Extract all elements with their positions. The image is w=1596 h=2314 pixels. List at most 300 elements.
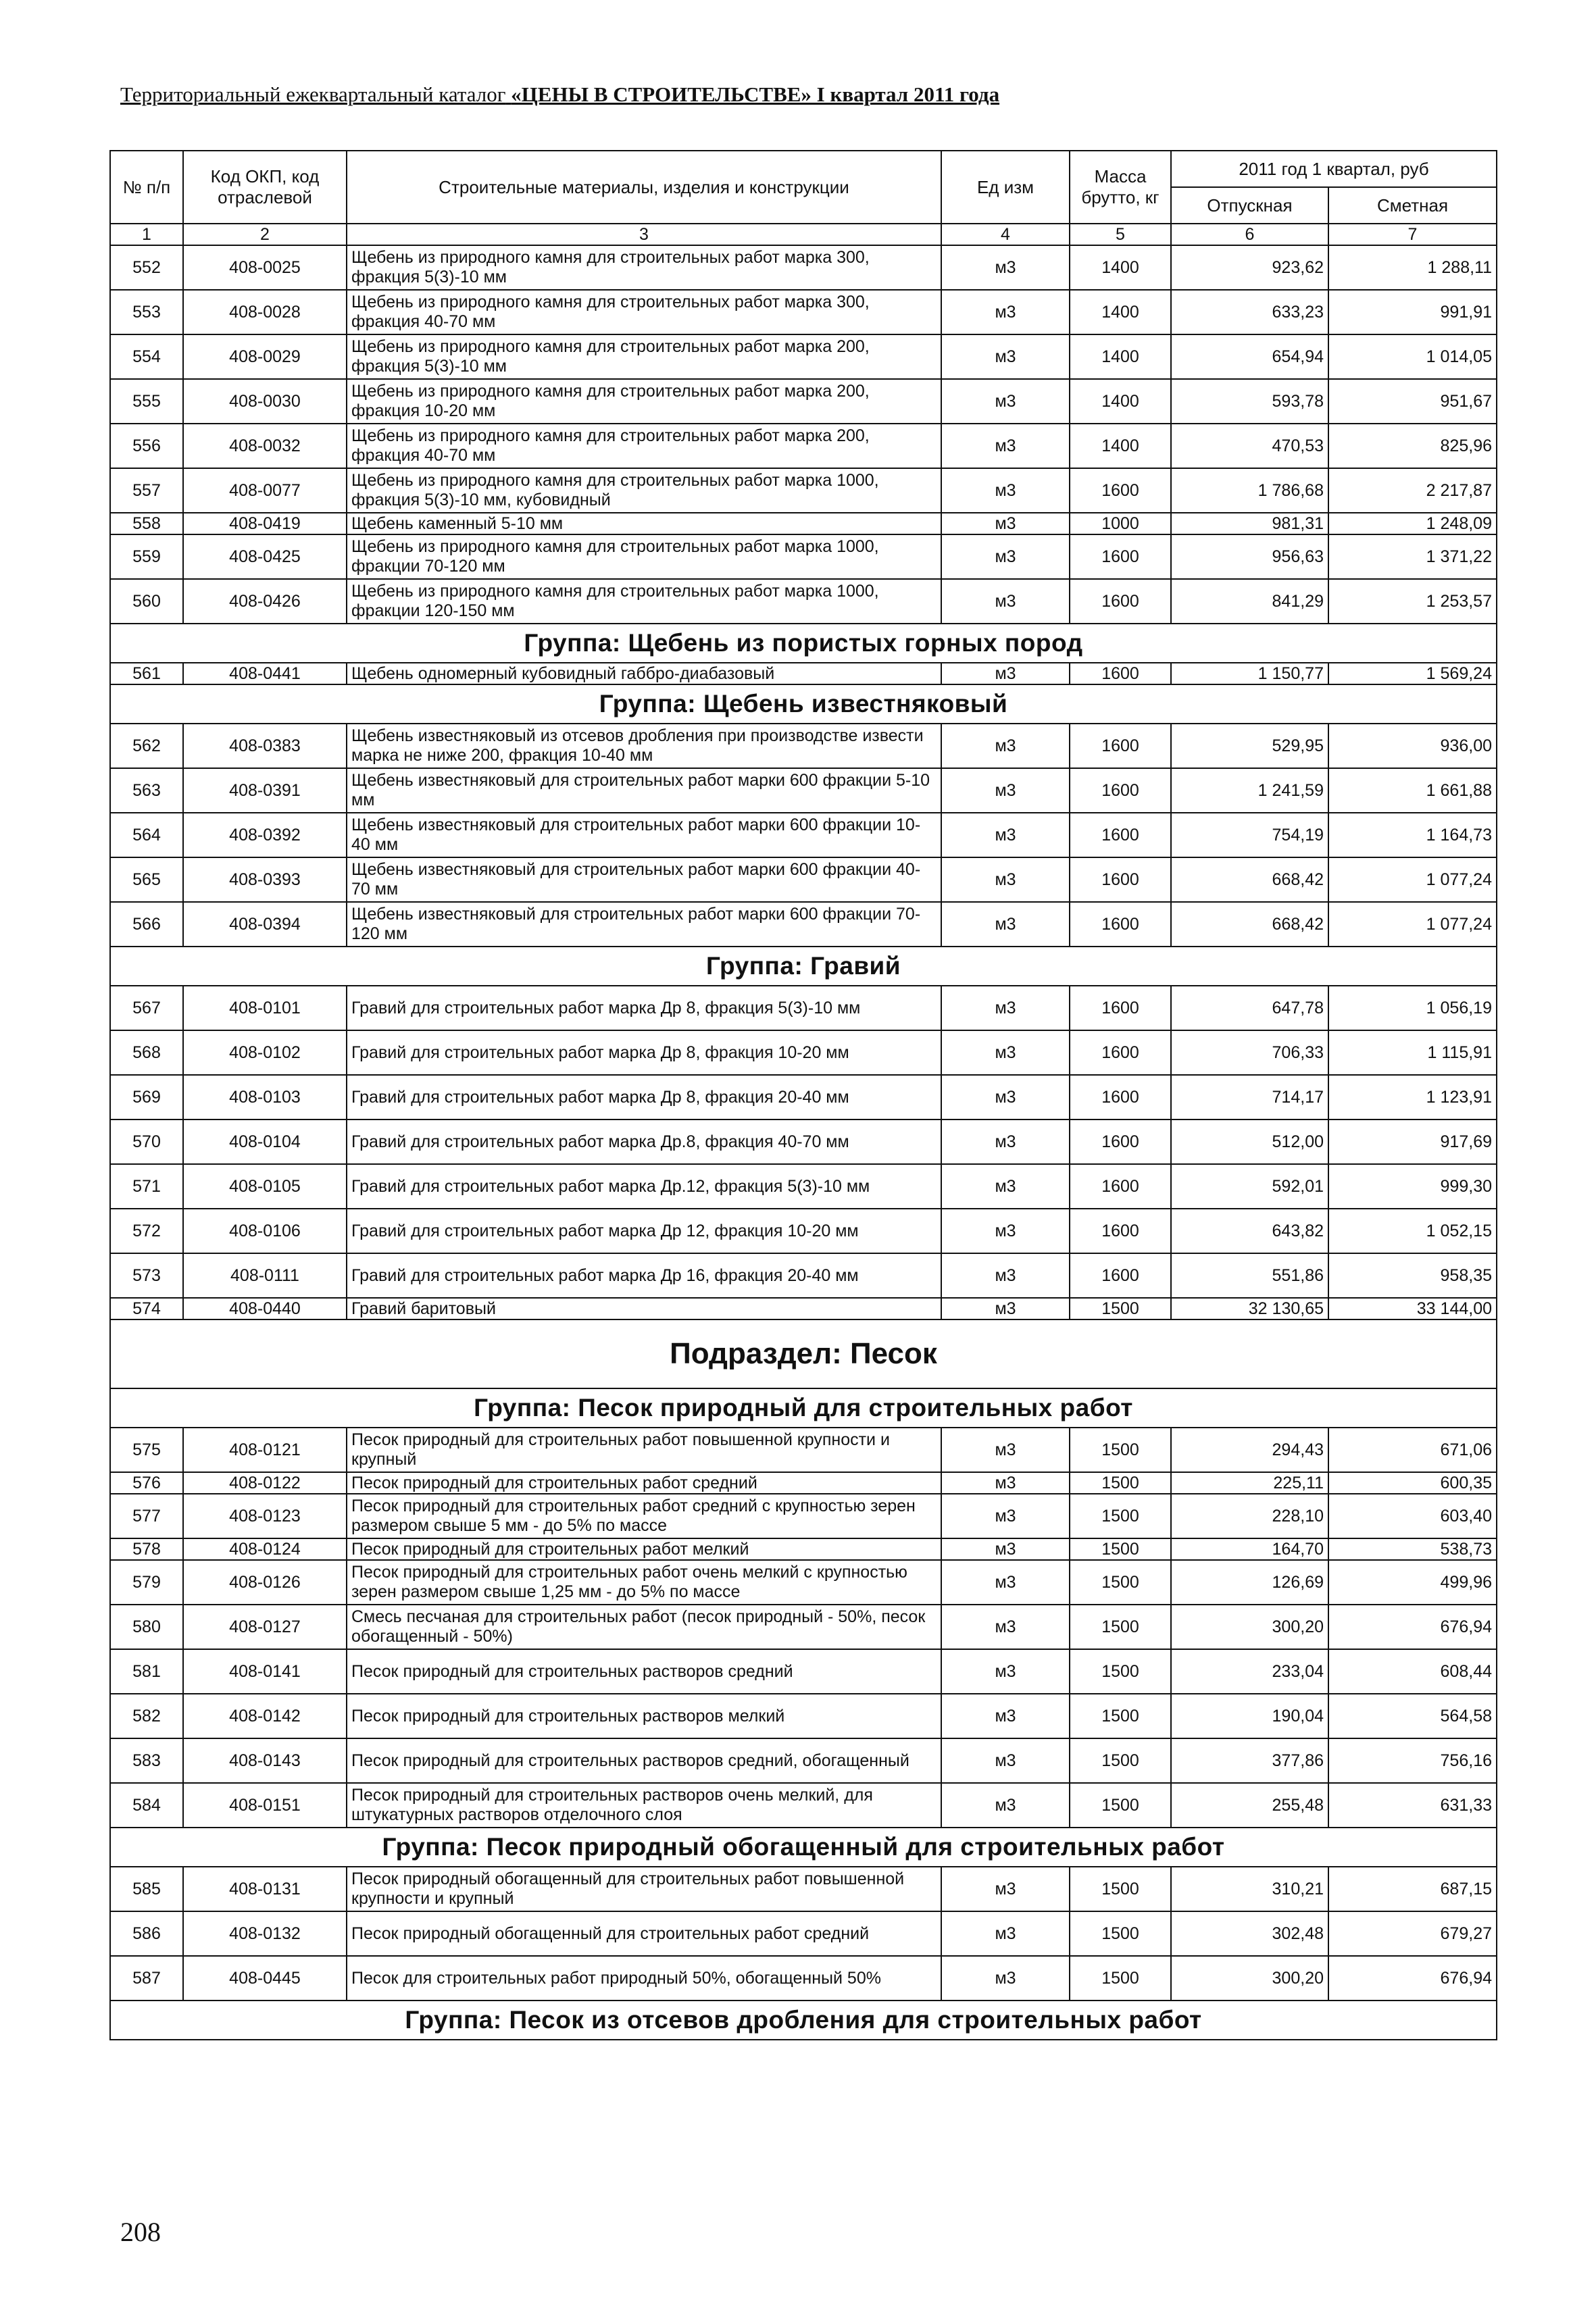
table-row <box>110 1075 1497 1120</box>
gross-mass: 1500 <box>1070 1649 1171 1694</box>
release-price: 668,42 <box>1171 857 1328 902</box>
release-price: 633,23 <box>1171 290 1328 334</box>
okp-code: 408-0105 <box>183 1164 347 1209</box>
release-price: 310,21 <box>1171 1867 1328 1911</box>
table-row <box>110 857 1497 902</box>
row-number: 585 <box>110 1867 183 1911</box>
table-row <box>110 1694 1497 1738</box>
material-name: Песок для строительных работ природный 50%, обогащенный 50% <box>347 1956 941 2001</box>
catalog-title: «ЦЕНЫ В СТРОИТЕЛЬСТВЕ» I квартал 2011 года <box>511 82 1000 106</box>
gross-mass: 1600 <box>1070 902 1171 947</box>
unit-of-measure: м3 <box>941 1494 1070 1538</box>
material-name: Щебень известняковый из отсевов дробления при производстве извести марка не ниже 200, фракция 10-40 мм <box>347 724 941 768</box>
table-row <box>110 1649 1497 1694</box>
table-row <box>110 513 1497 534</box>
okp-code: 408-0032 <box>183 424 347 468</box>
estimate-price: 999,30 <box>1328 1164 1497 1209</box>
unit-of-measure: м3 <box>941 245 1070 290</box>
unit-of-measure: м3 <box>941 1649 1070 1694</box>
material-name: Щебень из природного камня для строительных работ марка 300, фракция 40-70 мм <box>347 290 941 334</box>
column-number: 1 <box>110 224 183 245</box>
okp-code: 408-0025 <box>183 245 347 290</box>
table-row <box>110 724 1497 768</box>
material-name: Щебень одномерный кубовидный габбро-диабазовый <box>347 663 941 684</box>
estimate-price: 603,40 <box>1328 1494 1497 1538</box>
gross-mass: 1500 <box>1070 1694 1171 1738</box>
row-number: 559 <box>110 534 183 579</box>
column-number: 4 <box>941 224 1070 245</box>
row-number: 558 <box>110 513 183 534</box>
table-row <box>110 1956 1497 2001</box>
okp-code: 408-0151 <box>183 1783 347 1828</box>
estimate-price: 499,96 <box>1328 1560 1497 1605</box>
material-name: Гравий баритовый <box>347 1298 941 1319</box>
release-price: 714,17 <box>1171 1075 1328 1120</box>
okp-code: 408-0121 <box>183 1428 347 1472</box>
material-name: Щебень из природного камня для строительных работ марка 300, фракция 5(3)-10 мм <box>347 245 941 290</box>
okp-code: 408-0126 <box>183 1560 347 1605</box>
row-number: 582 <box>110 1694 183 1738</box>
estimate-price: 991,91 <box>1328 290 1497 334</box>
gross-mass: 1500 <box>1070 1783 1171 1828</box>
group-title: Группа: Песок из отсевов дробления для строительных работ <box>110 2001 1497 2040</box>
page-header <box>120 82 1201 107</box>
okp-code: 408-0124 <box>183 1538 347 1560</box>
okp-code: 408-0101 <box>183 986 347 1030</box>
material-name: Щебень из природного камня для строительных работ марка 200, фракция 5(3)-10 мм <box>347 334 941 379</box>
release-price: 643,82 <box>1171 1209 1328 1253</box>
gross-mass: 1600 <box>1070 813 1171 857</box>
row-number: 552 <box>110 245 183 290</box>
material-name: Щебень из природного камня для строительных работ марка 1000, фракции 120-150 мм <box>347 579 941 624</box>
gross-mass: 1500 <box>1070 1298 1171 1319</box>
okp-code: 408-0111 <box>183 1253 347 1298</box>
gross-mass: 1500 <box>1070 1956 1171 2001</box>
row-number: 571 <box>110 1164 183 1209</box>
estimate-price: 1 077,24 <box>1328 857 1497 902</box>
material-name: Песок природный для строительных работ очень мелкий с крупностью зерен размером свыше 1,25 мм - до 5% по массе <box>347 1560 941 1605</box>
okp-code: 408-0445 <box>183 1956 347 2001</box>
material-name: Гравий для строительных работ марка Др 8, фракция 20-40 мм <box>347 1075 941 1120</box>
release-price: 981,31 <box>1171 513 1328 534</box>
row-number: 555 <box>110 379 183 424</box>
okp-code: 408-0131 <box>183 1867 347 1911</box>
release-price: 1 241,59 <box>1171 768 1328 813</box>
okp-code: 408-0028 <box>183 290 347 334</box>
gross-mass: 1500 <box>1070 1911 1171 1956</box>
gross-mass: 1500 <box>1070 1538 1171 1560</box>
okp-code: 408-0141 <box>183 1649 347 1694</box>
unit-of-measure: м3 <box>941 1472 1070 1494</box>
okp-code: 408-0030 <box>183 379 347 424</box>
okp-code: 408-0029 <box>183 334 347 379</box>
okp-code: 408-0393 <box>183 857 347 902</box>
material-name: Песок природный для строительных работ повышенной крупности и крупный <box>347 1428 941 1472</box>
estimate-price: 1 052,15 <box>1328 1209 1497 1253</box>
unit-of-measure: м3 <box>941 986 1070 1030</box>
estimate-price: 631,33 <box>1328 1783 1497 1828</box>
page-number: 208 <box>120 2217 161 2247</box>
table-row <box>110 768 1497 813</box>
gross-mass: 1500 <box>1070 1494 1171 1538</box>
table-row <box>110 1560 1497 1605</box>
release-price: 593,78 <box>1171 379 1328 424</box>
subsection-title: Подраздел: Песок <box>110 1319 1497 1388</box>
row-number: 557 <box>110 468 183 513</box>
material-name: Щебень из природного камня для строительных работ марка 200, фракция 40-70 мм <box>347 424 941 468</box>
row-number: 576 <box>110 1472 183 1494</box>
material-name: Песок природный для строительных работ средний <box>347 1472 941 1494</box>
unit-of-measure: м3 <box>941 513 1070 534</box>
material-name: Гравий для строительных работ марка Др 8, фракция 10-20 мм <box>347 1030 941 1075</box>
row-number: 556 <box>110 424 183 468</box>
column-number: 5 <box>1070 224 1171 245</box>
column-number: 2 <box>183 224 347 245</box>
gross-mass: 1400 <box>1070 245 1171 290</box>
column-number: 7 <box>1328 224 1497 245</box>
row-number: 574 <box>110 1298 183 1319</box>
estimate-price: 538,73 <box>1328 1538 1497 1560</box>
row-number: 565 <box>110 857 183 902</box>
subsection-row <box>110 1319 1497 1388</box>
okp-code: 408-0142 <box>183 1694 347 1738</box>
estimate-price: 1 371,22 <box>1328 534 1497 579</box>
gross-mass: 1600 <box>1070 857 1171 902</box>
material-name: Гравий для строительных работ марка Др.12, фракция 5(3)-10 мм <box>347 1164 941 1209</box>
gross-mass: 1500 <box>1070 1560 1171 1605</box>
unit-of-measure: м3 <box>941 379 1070 424</box>
estimate-price: 1 164,73 <box>1328 813 1497 857</box>
release-price: 470,53 <box>1171 424 1328 468</box>
okp-code: 408-0440 <box>183 1298 347 1319</box>
col-header-unit: Ед изм <box>941 151 1070 224</box>
unit-of-measure: м3 <box>941 334 1070 379</box>
unit-of-measure: м3 <box>941 1694 1070 1738</box>
material-name: Щебень известняковый для строительных работ марки 600 фракции 5-10 мм <box>347 768 941 813</box>
estimate-price: 951,67 <box>1328 379 1497 424</box>
release-price: 32 130,65 <box>1171 1298 1328 1319</box>
gross-mass: 1500 <box>1070 1472 1171 1494</box>
okp-code: 408-0077 <box>183 468 347 513</box>
group-row <box>110 2001 1497 2040</box>
okp-code: 408-0425 <box>183 534 347 579</box>
material-name: Песок природный обогащенный для строительных работ средний <box>347 1911 941 1956</box>
material-name: Гравий для строительных работ марка Др.8, фракция 40-70 мм <box>347 1120 941 1164</box>
table-row <box>110 1120 1497 1164</box>
row-number: 584 <box>110 1783 183 1828</box>
row-number: 567 <box>110 986 183 1030</box>
row-number: 554 <box>110 334 183 379</box>
gross-mass: 1500 <box>1070 1428 1171 1472</box>
release-price: 529,95 <box>1171 724 1328 768</box>
unit-of-measure: м3 <box>941 724 1070 768</box>
unit-of-measure: м3 <box>941 663 1070 684</box>
okp-code: 408-0391 <box>183 768 347 813</box>
col-header-estimate-price: Сметная <box>1328 187 1497 224</box>
gross-mass: 1400 <box>1070 334 1171 379</box>
material-name: Щебень из природного камня для строительных работ марка 1000, фракции 70-120 мм <box>347 534 941 579</box>
gross-mass: 1600 <box>1070 1164 1171 1209</box>
unit-of-measure: м3 <box>941 1911 1070 1956</box>
row-number: 575 <box>110 1428 183 1472</box>
estimate-price: 1 123,91 <box>1328 1075 1497 1120</box>
table-row <box>110 986 1497 1030</box>
estimate-price: 1 288,11 <box>1328 245 1497 290</box>
estimate-price: 608,44 <box>1328 1649 1497 1694</box>
release-price: 754,19 <box>1171 813 1328 857</box>
row-number: 560 <box>110 579 183 624</box>
gross-mass: 1400 <box>1070 424 1171 468</box>
okp-code: 408-0394 <box>183 902 347 947</box>
row-number: 587 <box>110 1956 183 2001</box>
release-price: 302,48 <box>1171 1911 1328 1956</box>
row-number: 553 <box>110 290 183 334</box>
gross-mass: 1600 <box>1070 579 1171 624</box>
release-price: 647,78 <box>1171 986 1328 1030</box>
okp-code: 408-0123 <box>183 1494 347 1538</box>
gross-mass: 1600 <box>1070 768 1171 813</box>
unit-of-measure: м3 <box>941 857 1070 902</box>
estimate-price: 958,35 <box>1328 1253 1497 1298</box>
row-number: 569 <box>110 1075 183 1120</box>
okp-code: 408-0143 <box>183 1738 347 1783</box>
okp-code: 408-0103 <box>183 1075 347 1120</box>
unit-of-measure: м3 <box>941 579 1070 624</box>
material-name: Песок природный для строительных растворов мелкий <box>347 1694 941 1738</box>
table-row <box>110 1494 1497 1538</box>
release-price: 551,86 <box>1171 1253 1328 1298</box>
unit-of-measure: м3 <box>941 1075 1070 1120</box>
release-price: 956,63 <box>1171 534 1328 579</box>
row-number: 573 <box>110 1253 183 1298</box>
unit-of-measure: м3 <box>941 1956 1070 2001</box>
okp-code: 408-0392 <box>183 813 347 857</box>
price-table <box>109 150 1497 2040</box>
estimate-price: 1 661,88 <box>1328 768 1497 813</box>
table-row <box>110 424 1497 468</box>
table-row <box>110 1472 1497 1494</box>
okp-code: 408-0127 <box>183 1605 347 1649</box>
group-title: Группа: Песок природный для строительных работ <box>110 1388 1497 1428</box>
row-number: 583 <box>110 1738 183 1783</box>
row-number: 579 <box>110 1560 183 1605</box>
estimate-price: 2 217,87 <box>1328 468 1497 513</box>
table-row <box>110 468 1497 513</box>
gross-mass: 1000 <box>1070 513 1171 534</box>
row-number: 572 <box>110 1209 183 1253</box>
table-row <box>110 1911 1497 1956</box>
estimate-price: 679,27 <box>1328 1911 1497 1956</box>
estimate-price: 33 144,00 <box>1328 1298 1497 1319</box>
table-row <box>110 334 1497 379</box>
col-header-num: № п/п <box>110 151 183 224</box>
material-name: Песок природный для строительных растворов средний, обогащенный <box>347 1738 941 1783</box>
gross-mass: 1500 <box>1070 1605 1171 1649</box>
unit-of-measure: м3 <box>941 1298 1070 1319</box>
table-row <box>110 1253 1497 1298</box>
release-price: 225,11 <box>1171 1472 1328 1494</box>
gross-mass: 1500 <box>1070 1738 1171 1783</box>
unit-of-measure: м3 <box>941 1164 1070 1209</box>
gross-mass: 1600 <box>1070 1253 1171 1298</box>
estimate-price: 564,58 <box>1328 1694 1497 1738</box>
row-number: 566 <box>110 902 183 947</box>
gross-mass: 1600 <box>1070 1030 1171 1075</box>
unit-of-measure: м3 <box>941 1209 1070 1253</box>
material-name: Песок природный для строительных работ мелкий <box>347 1538 941 1560</box>
row-number: 568 <box>110 1030 183 1075</box>
table-row <box>110 1164 1497 1209</box>
release-price: 255,48 <box>1171 1783 1328 1828</box>
release-price: 126,69 <box>1171 1560 1328 1605</box>
col-header-release-price: Отпускная <box>1171 187 1328 224</box>
estimate-price: 936,00 <box>1328 724 1497 768</box>
unit-of-measure: м3 <box>941 1738 1070 1783</box>
catalog-prefix: Территориальный ежеквартальный каталог <box>120 82 506 106</box>
unit-of-measure: м3 <box>941 1253 1070 1298</box>
okp-code: 408-0441 <box>183 663 347 684</box>
material-name: Смесь песчаная для строительных работ (песок природный - 50%, песок обогащенный - 50%) <box>347 1605 941 1649</box>
unit-of-measure: м3 <box>941 534 1070 579</box>
estimate-price: 600,35 <box>1328 1472 1497 1494</box>
release-price: 1 786,68 <box>1171 468 1328 513</box>
gross-mass: 1600 <box>1070 1075 1171 1120</box>
material-name: Щебень известняковый для строительных работ марки 600 фракции 70-120 мм <box>347 902 941 947</box>
table-row <box>110 1428 1497 1472</box>
release-price: 706,33 <box>1171 1030 1328 1075</box>
table-row <box>110 534 1497 579</box>
estimate-price: 676,94 <box>1328 1605 1497 1649</box>
table-row <box>110 579 1497 624</box>
material-name: Щебень из природного камня для строительных работ марка 1000, фракция 5(3)-10 мм, кубовидный <box>347 468 941 513</box>
material-name: Песок природный для строительных растворов средний <box>347 1649 941 1694</box>
okp-code: 408-0102 <box>183 1030 347 1075</box>
row-number: 562 <box>110 724 183 768</box>
material-name: Песок природный для строительных растворов очень мелкий, для штукатурных растворов отделочного слоя <box>347 1783 941 1828</box>
release-price: 164,70 <box>1171 1538 1328 1560</box>
column-number: 6 <box>1171 224 1328 245</box>
estimate-price: 825,96 <box>1328 424 1497 468</box>
unit-of-measure: м3 <box>941 468 1070 513</box>
column-number: 3 <box>347 224 941 245</box>
release-price: 923,62 <box>1171 245 1328 290</box>
group-title: Группа: Песок природный обогащенный для строительных работ <box>110 1828 1497 1867</box>
gross-mass: 1600 <box>1070 1120 1171 1164</box>
column-number-row <box>110 224 1497 245</box>
row-number: 577 <box>110 1494 183 1538</box>
gross-mass: 1600 <box>1070 534 1171 579</box>
table-row <box>110 1209 1497 1253</box>
group-row <box>110 624 1497 663</box>
col-header-mass: Масса брутто, кг <box>1070 151 1171 224</box>
material-name: Гравий для строительных работ марка Др 16, фракция 20-40 мм <box>347 1253 941 1298</box>
unit-of-measure: м3 <box>941 1030 1070 1075</box>
release-price: 377,86 <box>1171 1738 1328 1783</box>
group-title: Группа: Гравий <box>110 947 1497 986</box>
row-number: 563 <box>110 768 183 813</box>
okp-code: 408-0104 <box>183 1120 347 1164</box>
table-row <box>110 245 1497 290</box>
unit-of-measure: м3 <box>941 1560 1070 1605</box>
okp-code: 408-0122 <box>183 1472 347 1494</box>
material-name: Щебень из природного камня для строительных работ марка 200, фракция 10-20 мм <box>347 379 941 424</box>
row-number: 570 <box>110 1120 183 1164</box>
okp-code: 408-0132 <box>183 1911 347 1956</box>
estimate-price: 1 056,19 <box>1328 986 1497 1030</box>
estimate-price: 687,15 <box>1328 1867 1497 1911</box>
okp-code: 408-0106 <box>183 1209 347 1253</box>
okp-code: 408-0419 <box>183 513 347 534</box>
table-row <box>110 1867 1497 1911</box>
unit-of-measure: м3 <box>941 424 1070 468</box>
okp-code: 408-0383 <box>183 724 347 768</box>
material-name: Песок природный для строительных работ средний с крупностью зерен размером свыше 5 мм - до 5% по массе <box>347 1494 941 1538</box>
release-price: 841,29 <box>1171 579 1328 624</box>
gross-mass: 1600 <box>1070 663 1171 684</box>
row-number: 564 <box>110 813 183 857</box>
row-number: 581 <box>110 1649 183 1694</box>
unit-of-measure: м3 <box>941 1783 1070 1828</box>
material-name: Гравий для строительных работ марка Др 12, фракция 10-20 мм <box>347 1209 941 1253</box>
row-number: 578 <box>110 1538 183 1560</box>
estimate-price: 1 253,57 <box>1328 579 1497 624</box>
group-row <box>110 947 1497 986</box>
table-row <box>110 1030 1497 1075</box>
group-row <box>110 684 1497 724</box>
material-name: Гравий для строительных работ марка Др 8, фракция 5(3)-10 мм <box>347 986 941 1030</box>
unit-of-measure: м3 <box>941 1120 1070 1164</box>
okp-code: 408-0426 <box>183 579 347 624</box>
table-row <box>110 1605 1497 1649</box>
estimate-price: 1 248,09 <box>1328 513 1497 534</box>
unit-of-measure: м3 <box>941 290 1070 334</box>
table-row <box>110 813 1497 857</box>
gross-mass: 1600 <box>1070 1209 1171 1253</box>
table-row <box>110 1738 1497 1783</box>
release-price: 300,20 <box>1171 1605 1328 1649</box>
gross-mass: 1600 <box>1070 724 1171 768</box>
release-price: 233,04 <box>1171 1649 1328 1694</box>
estimate-price: 1 014,05 <box>1328 334 1497 379</box>
release-price: 1 150,77 <box>1171 663 1328 684</box>
unit-of-measure: м3 <box>941 1428 1070 1472</box>
unit-of-measure: м3 <box>941 1605 1070 1649</box>
table-row <box>110 663 1497 684</box>
gross-mass: 1500 <box>1070 1867 1171 1911</box>
release-price: 294,43 <box>1171 1428 1328 1472</box>
material-name: Песок природный обогащенный для строительных работ повышенной крупности и крупный <box>347 1867 941 1911</box>
estimate-price: 671,06 <box>1328 1428 1497 1472</box>
col-header-period: 2011 год 1 квартал, руб <box>1171 151 1497 187</box>
estimate-price: 756,16 <box>1328 1738 1497 1783</box>
estimate-price: 1 077,24 <box>1328 902 1497 947</box>
table-row <box>110 290 1497 334</box>
release-price: 592,01 <box>1171 1164 1328 1209</box>
release-price: 654,94 <box>1171 334 1328 379</box>
table-body <box>110 245 1497 2040</box>
unit-of-measure: м3 <box>941 902 1070 947</box>
estimate-price: 1 569,24 <box>1328 663 1497 684</box>
col-header-name: Строительные материалы, изделия и конструкции <box>347 151 941 224</box>
release-price: 668,42 <box>1171 902 1328 947</box>
col-header-code: Код ОКП, код отраслевой <box>183 151 347 224</box>
gross-mass: 1400 <box>1070 379 1171 424</box>
material-name: Щебень известняковый для строительных работ марки 600 фракции 40-70 мм <box>347 857 941 902</box>
release-price: 512,00 <box>1171 1120 1328 1164</box>
estimate-price: 917,69 <box>1328 1120 1497 1164</box>
group-title: Группа: Щебень из пористых горных пород <box>110 624 1497 663</box>
group-row <box>110 1828 1497 1867</box>
